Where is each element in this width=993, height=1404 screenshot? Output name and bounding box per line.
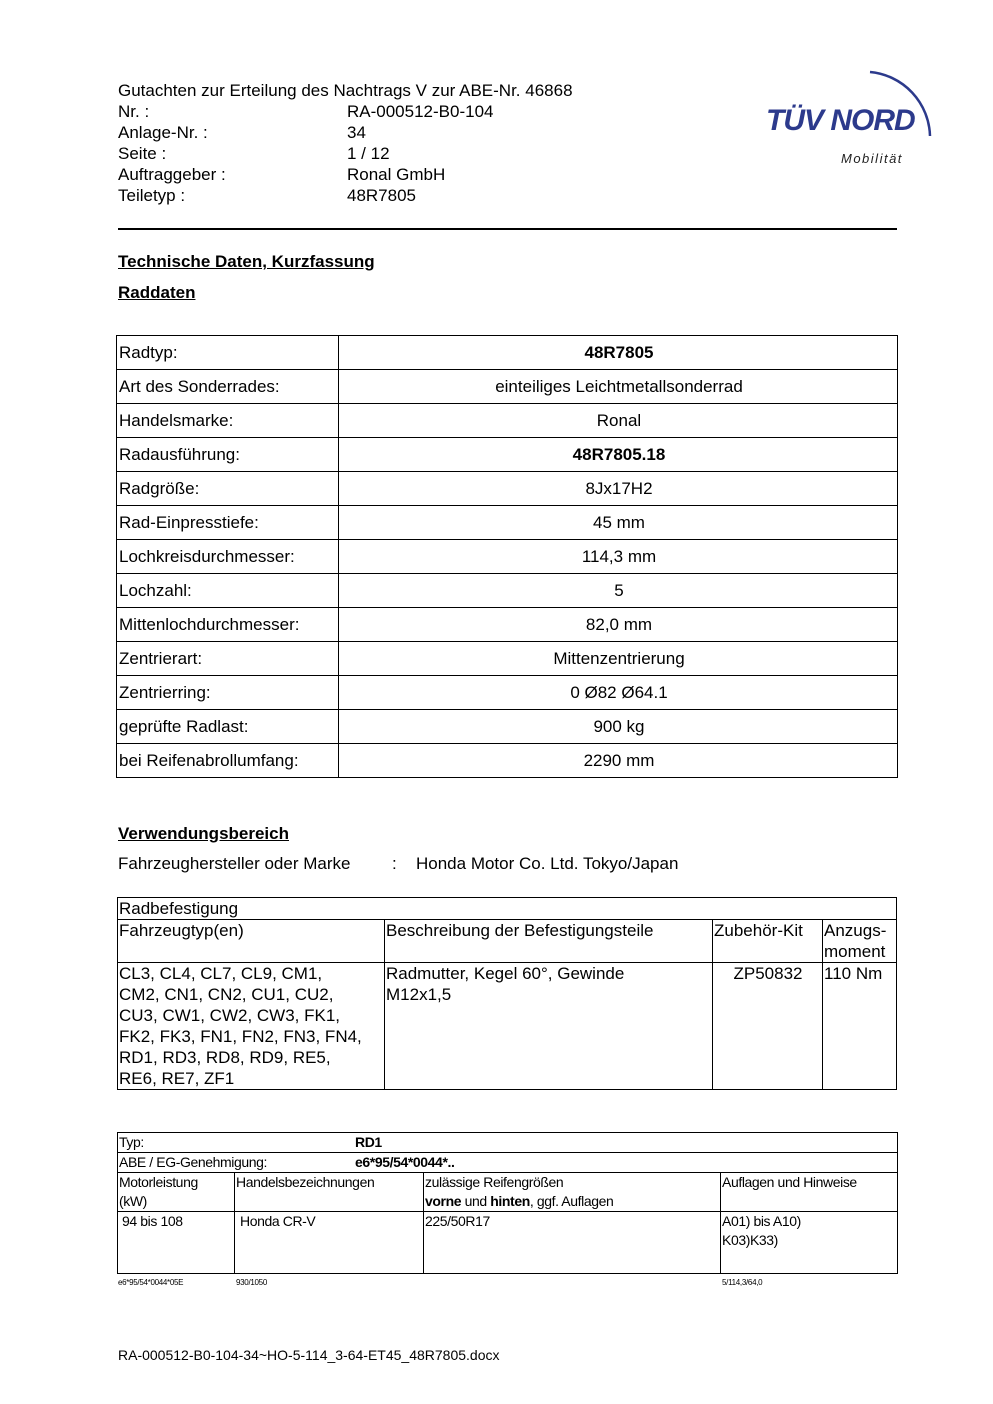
header-field-teiletyp: Teiletyp : 48R7805 (118, 186, 417, 205)
tiny-code-a: e6*95/54*0044*05E (118, 1278, 184, 1287)
raddaten-row (117, 370, 898, 404)
raddaten-value: 48R7805 (339, 336, 898, 370)
tiny-code-b: 930/1050 (236, 1278, 267, 1287)
raddaten-label: Art des Sonderrades: (117, 370, 339, 404)
abe-value: e6*95/54*0044*.. (355, 1154, 455, 1170)
header-field-nr: Nr. : RA-000512-B0-104 (118, 102, 494, 121)
header-field-auftraggeber: Auftraggeber : Ronal GmbH (118, 165, 446, 184)
raddaten-value: Ronal (339, 404, 898, 438)
auflagen-cell: A01) bis A10) K03)K33) (721, 1212, 898, 1274)
handelsbezeichnung-cell: Honda CR-V (235, 1212, 424, 1274)
document-title: Gutachten zur Erteilung des Nachtrags V zur ABE-Nr. 46868 (118, 81, 573, 100)
raddaten-row (117, 710, 898, 744)
reifengroesse-cell: 225/50R17 (424, 1212, 721, 1274)
raddaten-value: Mittenzentrierung (339, 642, 898, 676)
section-verwendungsbereich: Verwendungsbereich (118, 824, 289, 843)
motorleistung-cell: 94 bis 108 (118, 1212, 235, 1274)
raddaten-row (117, 608, 898, 642)
hersteller-separator: : (392, 854, 397, 873)
raddaten-value: 8Jx17H2 (339, 472, 898, 506)
raddaten-label: Zentrierart: (117, 642, 339, 676)
raddaten-label: Radgröße: (117, 472, 339, 506)
raddaten-label: Handelsmarke: (117, 404, 339, 438)
raddaten-row (117, 676, 898, 710)
raddaten-label: Lochzahl: (117, 574, 339, 608)
raddaten-value: 0 Ø82 Ø64.1 (339, 676, 898, 710)
header-beschreibung: Beschreibung der Befestigungsteile (385, 920, 713, 963)
header-divider (118, 228, 897, 230)
zubehoer-kit-cell: ZP50832 (713, 963, 823, 1090)
raddaten-label: Radtyp: (117, 336, 339, 370)
section-technische-daten: Technische Daten, Kurzfassung (118, 252, 375, 271)
typ-row: Typ: RD1 (118, 1133, 898, 1153)
raddaten-label: bei Reifenabrollumfang: (117, 744, 339, 778)
header-anzugsmoment: Anzugs- moment (823, 920, 897, 963)
typ-value: RD1 (355, 1134, 382, 1150)
raddaten-row (117, 404, 898, 438)
header-auflagen: Auflagen und Hinweise (721, 1173, 898, 1212)
raddaten-row (117, 574, 898, 608)
raddaten-label: Mittenlochdurchmesser: (117, 608, 339, 642)
raddaten-row (117, 472, 898, 506)
tuv-nord-logo (760, 58, 940, 173)
hersteller-value: Honda Motor Co. Ltd. Tokyo/Japan (416, 854, 679, 873)
raddaten-label: geprüfte Radlast: (117, 710, 339, 744)
raddaten-value: 900 kg (339, 710, 898, 744)
raddaten-value: 48R7805.18 (339, 438, 898, 472)
raddaten-row (117, 336, 898, 370)
header-zubehoer-kit: Zubehör-Kit (713, 920, 823, 963)
raddaten-row (117, 506, 898, 540)
raddaten-table (116, 335, 898, 778)
fahrzeugtypen-cell: CL3, CL4, CL7, CL9, CM1, CM2, CN1, CN2, CU1, CU2, CU3, CW1, CW2, CW3, FK1, FK2, FK3, FN1, FN2, FN3, FN4, RD1, RD3, RD8, RD9, RE5, RE6, RE7, ZF1 (118, 963, 385, 1090)
header-reifengroessen: zulässige Reifengrößen vorne und hinten, ggf. Auflagen (424, 1173, 721, 1212)
header-field-anlage: Anlage-Nr. : 34 (118, 123, 366, 142)
tiny-code-c: 5/114,3/64,0 (722, 1278, 763, 1287)
raddaten-value: 82,0 mm (339, 608, 898, 642)
document-header (118, 80, 573, 206)
header-field-seite: Seite : 1 / 12 (118, 144, 390, 163)
logo-brand: TÜV NORD (766, 104, 915, 137)
hersteller-label: Fahrzeughersteller oder Marke (118, 854, 351, 873)
raddaten-row (117, 642, 898, 676)
logo-subtitle: Mobilität (841, 151, 903, 166)
raddaten-value: 5 (339, 574, 898, 608)
raddaten-label: Radausführung: (117, 438, 339, 472)
raddaten-label: Zentrierring: (117, 676, 339, 710)
section-raddaten: Raddaten (118, 283, 196, 302)
header-handelsbezeichnungen: Handelsbezeichnungen (235, 1173, 424, 1212)
radbefestigung-table (117, 897, 897, 1090)
raddaten-value: 45 mm (339, 506, 898, 540)
typ-table (117, 1132, 898, 1274)
radbefestigung-title: Radbefestigung (118, 898, 897, 920)
raddaten-value: 2290 mm (339, 744, 898, 778)
hersteller-line (118, 854, 678, 874)
header-motorleistung: Motorleistung (kW) (118, 1173, 235, 1212)
header-fahrzeugtyp: Fahrzeugtyp(en) (118, 920, 385, 963)
raddaten-value: einteiliges Leichtmetallsonderrad (339, 370, 898, 404)
footer-filename: RA-000512-B0-104-34~HO-5-114_3-64-ET45_48R7805.docx (118, 1347, 500, 1363)
raddaten-label: Rad-Einpresstiefe: (117, 506, 339, 540)
beschreibung-cell: Radmutter, Kegel 60°, Gewinde M12x1,5 (385, 963, 713, 1090)
raddaten-row (117, 744, 898, 778)
abe-row: ABE / EG-Genehmigung: e6*95/54*0044*.. (118, 1153, 898, 1173)
anzugsmoment-cell: 110 Nm (823, 963, 897, 1090)
raddaten-label: Lochkreisdurchmesser: (117, 540, 339, 574)
raddaten-row (117, 540, 898, 574)
raddaten-value: 114,3 mm (339, 540, 898, 574)
raddaten-row (117, 438, 898, 472)
